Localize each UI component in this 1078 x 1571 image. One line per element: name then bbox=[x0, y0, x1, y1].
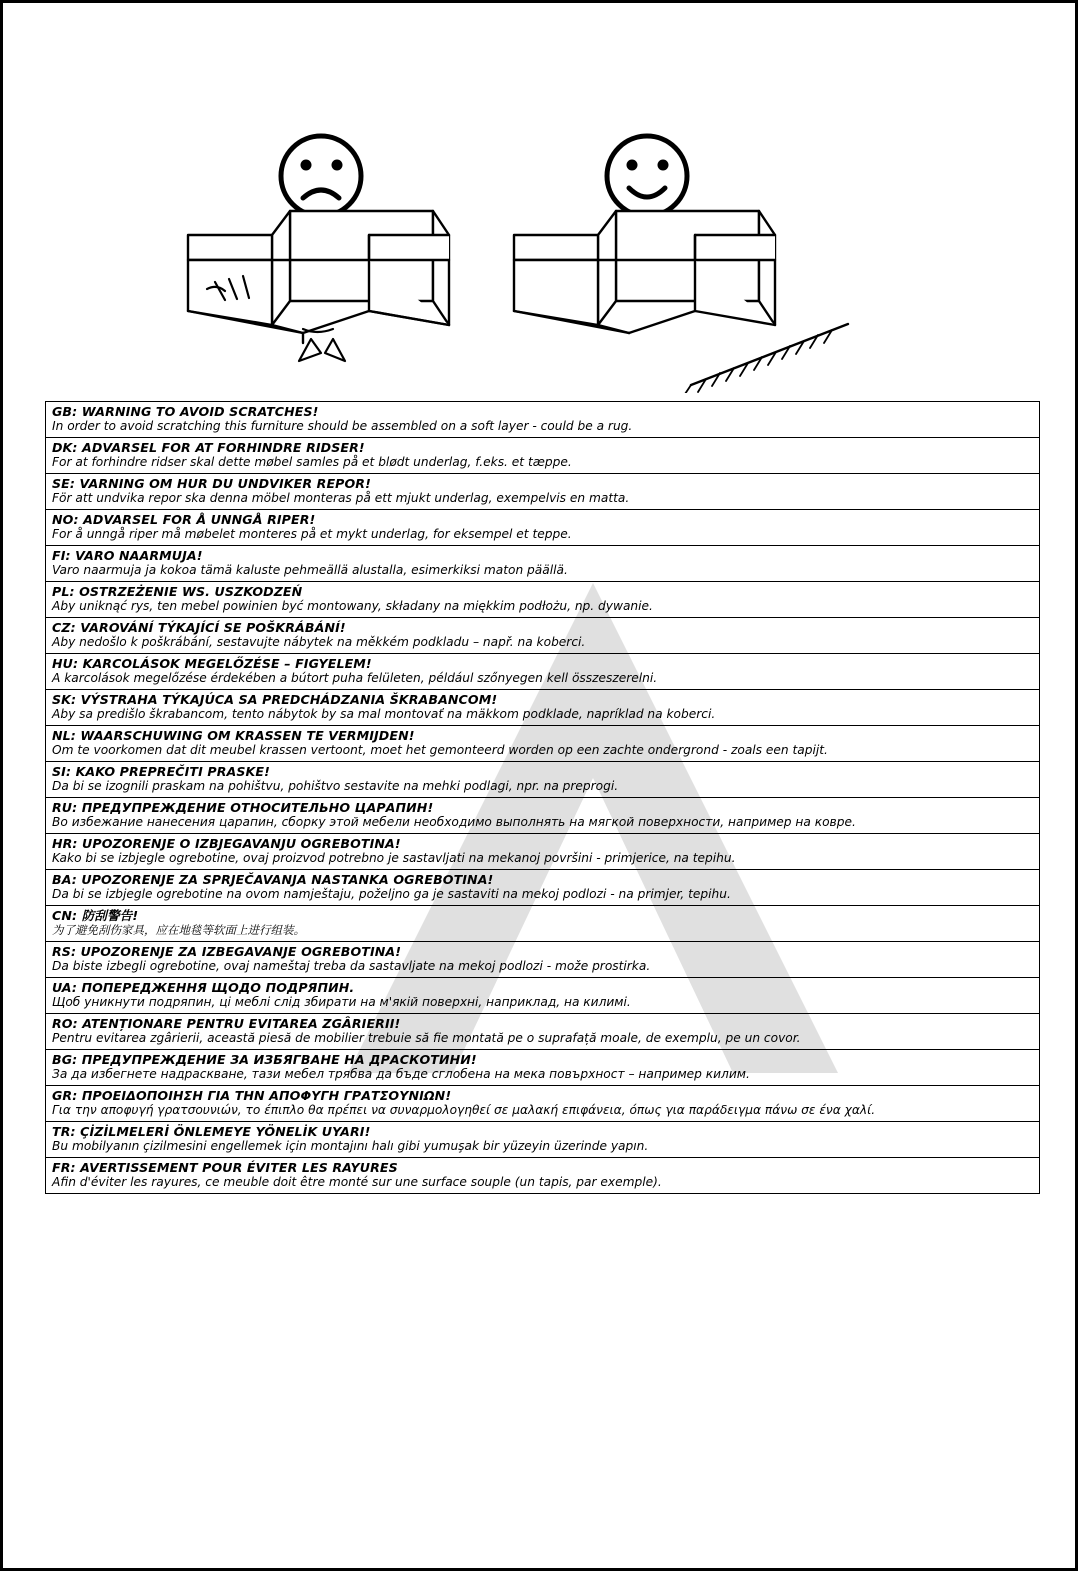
language-title: PL: OSTRZEŻENIE WS. USZKODZEŃ bbox=[52, 584, 303, 599]
table-row bbox=[46, 1122, 1039, 1158]
language-text: Pentru evitarea zgârierii, această piesă de mobilier trebuie să fie montată pe o suprafață moale, de exemplu, pe un covor. bbox=[52, 1031, 801, 1045]
language-title: RU: ПРЕДУПРЕЖДЕНИЕ ОТНОСИТЕЛЬНО ЦАРАПИН! bbox=[52, 800, 434, 815]
language-title: SE: VARNING OM HUR DU UNDVIKER REPOR! bbox=[52, 476, 371, 491]
table-row bbox=[46, 978, 1039, 1014]
language-title: DK: ADVARSEL FOR AT FORHINDRE RIDSER! bbox=[52, 440, 365, 455]
table-row bbox=[46, 870, 1039, 906]
language-title: SK: VÝSTRAHA TÝKAJÚCA SA PREDCHÁDZANIA ŠKRABANCOM! bbox=[52, 692, 498, 707]
table-row bbox=[46, 1158, 1039, 1193]
language-text: Aby uniknąć rys, ten mebel powinien być montowany, składany na miękkim podłożu, np. dywanie. bbox=[52, 599, 653, 613]
language-text: Για την αποφυγή γρατσουνιών, το έπιπλο θα πρέπει να συναρμολογηθεί σε μαλακή επιφάνεια, όπως για παράδειγμα πάνω σε ένα χαλί. bbox=[52, 1103, 876, 1117]
language-text: Bu mobilyanın çizilmesini engellemek için montajını halı gibi yumuşak bir yüzeyin üzerinde yapın. bbox=[52, 1139, 649, 1153]
language-title: BA: UPOZORENJE ZA SPRJEČAVANJA NASTANKA OGREBOTINA! bbox=[52, 872, 494, 887]
language-text: Afin d'éviter les rayures, ce meuble doit être monté sur une surface souple (un tapis, par exemple). bbox=[52, 1175, 662, 1189]
table-row bbox=[46, 474, 1039, 510]
table-row bbox=[46, 690, 1039, 726]
language-title: UA: ПОПЕРЕДЖЕННЯ ЩОДО ПОДРЯПИН. bbox=[52, 980, 355, 995]
table-row bbox=[46, 1086, 1039, 1122]
table-row bbox=[46, 1014, 1039, 1050]
language-title: TR: ÇİZİLMELERİ ÖNLEMEYE YÖNELİK UYARI! bbox=[52, 1124, 371, 1139]
assembly-illustration bbox=[3, 43, 1078, 393]
language-text: Da biste izbegli ogrebotine, ovaj nameštaj treba da sastavljate na mekoj podlozi - može prostirka. bbox=[52, 959, 651, 973]
language-title: FR: AVERTISSEMENT POUR ÉVITER LES RAYURES bbox=[52, 1160, 398, 1175]
language-text: For at forhindre ridser skal dette møbel samles på et blødt underlag, f.eks. et tæppe. bbox=[52, 455, 572, 469]
language-text: Varo naarmuja ja kokoa tämä kaluste pehmeällä alustalla, esimerkiksi maton päällä. bbox=[52, 563, 568, 577]
language-title: FI: VARO NAARMUJA! bbox=[52, 548, 203, 563]
language-text: For å unngå riper må møbelet monteres på et mykt underlag, for eksempel et teppe. bbox=[52, 527, 572, 541]
language-title: GR: ΠΡΟΕΙΔΟΠΟΙΗΣΗ ΓΙΑ ΤΗΝ ΑΠΟΦΥΓΗ ΓΡΑΤΣΟΥΝΙΩΝ! bbox=[52, 1088, 452, 1103]
table-row bbox=[46, 834, 1039, 870]
table-row bbox=[46, 582, 1039, 618]
table-row bbox=[46, 438, 1039, 474]
language-text: Kako bi se izbjegle ogrebotine, ovaj proizvod potrebno je sastavljati na mekanoj površini - primjerice, na tepihu. bbox=[52, 851, 736, 865]
table-row bbox=[46, 762, 1039, 798]
language-title: GB: WARNING TO AVOID SCRATCHES! bbox=[52, 404, 319, 419]
language-text: За да избегнете надраскване, тази мебел трябва да бъде сглобена на мека повърхност – например килим. bbox=[52, 1067, 750, 1081]
table-row bbox=[46, 618, 1039, 654]
language-title: SI: KAKO PREPREČITI PRASKE! bbox=[52, 764, 270, 779]
table-row bbox=[46, 546, 1039, 582]
language-text: 为了避免刮伤家具，应在地毯等软面上进行组装。 bbox=[52, 923, 305, 937]
table-row bbox=[46, 726, 1039, 762]
language-title: HR: UPOZORENJE O IZBJEGAVANJU OGREBOTINA! bbox=[52, 836, 401, 851]
language-text: A karcolások megelőzése érdekében a bútort puha felületen, például szőnyegen kell összeszerelni. bbox=[52, 671, 658, 685]
table-row bbox=[46, 654, 1039, 690]
language-title: CN: 防刮警告! bbox=[52, 908, 139, 923]
language-text: Da bi se izbjegle ogrebotine na ovom namještaju, poželjno ga je sastaviti na mekoj podlozi - na primjer, tepihu. bbox=[52, 887, 731, 901]
language-title: CZ: VAROVÁNÍ TÝKAJÍCÍ SE POŠKRÁBÁNÍ! bbox=[52, 620, 346, 635]
table-row bbox=[46, 906, 1039, 942]
language-text: Aby sa predišlo škrabancom, tento nábytok by sa mal montovať na mäkkom podklade, napríklad na koberci. bbox=[52, 707, 716, 721]
language-title: RO: ATENȚIONARE PENTRU EVITAREA ZGÂRIERII! bbox=[52, 1016, 401, 1031]
language-text: Om te voorkomen dat dit meubel krassen vertoont, moet het gemonteerd worden op een zachte ondergrond - zoals een tapijt. bbox=[52, 743, 828, 757]
table-row bbox=[46, 942, 1039, 978]
language-title: RS: UPOZORENJE ZA IZBEGAVANJE OGREBOTINA! bbox=[52, 944, 402, 959]
language-title: NO: ADVARSEL FOR Å UNNGÅ RIPER! bbox=[52, 512, 316, 527]
table-row bbox=[46, 402, 1039, 438]
language-title: BG: ПРЕДУПРЕЖДЕНИЕ ЗА ИЗБЯГВАНЕ НА ДРАСКОТИНИ! bbox=[52, 1052, 477, 1067]
language-title: HU: KARCOLÁSOK MEGELŐZÉSE – FIGYELEM! bbox=[52, 656, 372, 671]
table-row bbox=[46, 510, 1039, 546]
warning-language-table bbox=[45, 401, 1040, 1194]
table-row bbox=[46, 798, 1039, 834]
language-title: NL: WAARSCHUWING OM KRASSEN TE VERMIJDEN! bbox=[52, 728, 415, 743]
language-text: Щоб уникнути подряпин, ці меблі слід збирати на м'якій поверхні, наприклад, на килимі. bbox=[52, 995, 631, 1009]
language-text: Aby nedošlo k poškrábání, sestavujte nábytek na měkkém podkladu – např. na koberci. bbox=[52, 635, 586, 649]
language-text: Da bi se izognili praskam na pohištvu, pohištvo sestavite na mehki podlagi, npr. na preprogi. bbox=[52, 779, 619, 793]
table-row bbox=[46, 1050, 1039, 1086]
language-text: För att undvika repor ska denna möbel monteras på ett mjukt underlag, exempelvis en matta. bbox=[52, 491, 630, 505]
language-text: Во избежание нанесения царапин, сборку этой мебели необходимо выполнять на мягкой поверхности, например на ковре. bbox=[52, 815, 856, 829]
language-text: In order to avoid scratching this furniture should be assembled on a soft layer - could be a rug. bbox=[52, 419, 633, 433]
